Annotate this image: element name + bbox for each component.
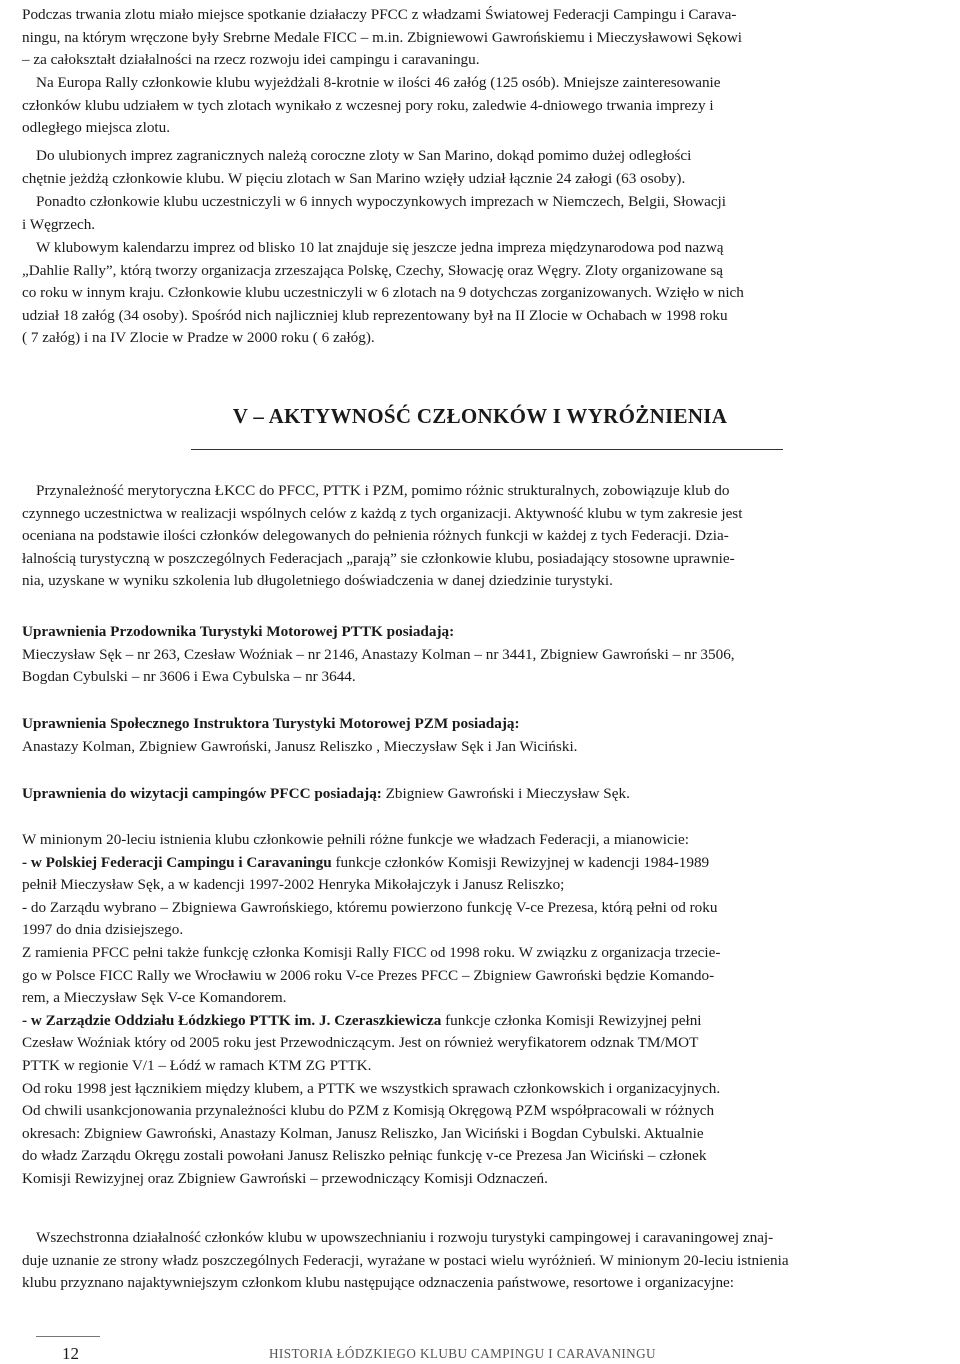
- wizytacja-block: [22, 783, 944, 806]
- text-line: rem, a Mieczysław Sęk V-ce Komandorem.: [22, 989, 287, 1007]
- text-line: – za całokształt działalności na rzecz rozwoju idei campingu i caravaningu.: [22, 51, 480, 69]
- text-fragment: funkcje członków Komisji Rewizyjnej w kadencji 1984-1989: [331, 853, 710, 871]
- text-line: okresach: Zbigniew Gawroński, Anastazy Kolman, Janusz Reliszko, Jan Wiciński i Bogdan Cybulski. Aktualnie: [22, 1124, 704, 1142]
- instruktor-block: [22, 713, 944, 758]
- text-line: Przynależność merytoryczna ŁKCC do PFCC, PTTK i PZM, pomimo różnic strukturalnych, zobowiązuje klub do: [36, 482, 730, 499]
- text-line: do władz Zarządu Okręgu zostali powołani Janusz Reliszko pełniąc funkcję v-ce Prezesa Jan Wiciński – członek: [22, 1147, 707, 1165]
- intro-paragraph-1: [22, 4, 944, 72]
- text-line: odległego miejsca zlotu.: [22, 119, 171, 137]
- przodownik-block: [22, 621, 944, 689]
- text-line: W minionym 20-leciu istnienia klubu członkowie pełnili różne funkcje we władzach Federacji, a mianowicie:: [22, 831, 689, 848]
- pttk-label: - w Zarządzie Oddziału Łódzkiego PTTK im. J. Czeraszkiewicza: [22, 1011, 442, 1029]
- text-line: co roku w innym kraju. Członkowie klubu uczestniczyli w 6 zlotach na 9 dotychczas zorganizowanych. Wzięło w nich: [22, 284, 744, 302]
- text-line: klubu przyznano najaktywniejszym członkom klubu następujące odznaczenia państwowe, resortowe i organizacyjne:: [22, 1274, 735, 1292]
- running-title: HISTORIA ŁÓDZKIEGO KLUBU CAMPINGU I CARAVANINGU: [269, 1346, 656, 1361]
- footer-divider: [36, 1336, 100, 1337]
- text-line: Czesław Woźniak który od 2005 roku jest Przewodniczącym. Jest on również weryfikatorem odznak TM/MOT: [22, 1034, 699, 1052]
- text-line: - do Zarządu wybrano – Zbigniewa Gawrońskiego, któremu powierzono funkcję V-ce Prezesa, którą pełni od roku: [22, 898, 718, 916]
- text-line: W klubowym kalendarzu imprez od blisko 10 lat znajduje się jeszcze jedna impreza międzynarodowa pod nazwą: [36, 239, 724, 256]
- text-line: Od chwili usankcjonowania przynależności klubu do PZM z Komisją Okręgową PZM współpracowali w różnych: [22, 1102, 715, 1120]
- section-paragraph-1: [22, 480, 944, 593]
- intro-paragraph-5: [22, 237, 944, 350]
- text-line: Mieczysław Sęk – nr 263, Czesław Woźniak – nr 2146, Anastazy Kolman – nr 3441, Zbigniew Gawroński – nr 3506,: [22, 645, 735, 663]
- text-line: nia, uzyskane w wyniku szkolenia lub długoletniego doświadczenia w danej dziedzinie turystyki.: [22, 572, 613, 590]
- text-line: Na Europa Rally członkowie klubu wyjeżdżali 8-krotnie w ilości 46 załóg (125 osób). Mniejsze zainteresowanie: [36, 74, 721, 91]
- intro-paragraph-3: [22, 145, 944, 190]
- text-line: czynnego uczestnictwa w realizacji wspólnych celów z każdą z tych organizacji. Aktywność klubu w tym zakresie jest: [22, 504, 743, 522]
- text-line: pełnił Mieczysław Sęk, a w kadencji 1997-2002 Henryka Mikołajczyk i Janusz Reliszko;: [22, 876, 565, 894]
- intro-paragraph-4: [22, 191, 944, 236]
- instruktor-heading: Uprawnienia Społecznego Instruktora Turystyki Motorowej PZM posiadają:: [22, 715, 520, 732]
- text-line: Od roku 1998 jest łącznikiem między klubem, a PTTK we wszystkich sprawach członkowskich i organizacyjnych.: [22, 1079, 721, 1097]
- text-line: Ponadto członkowie klubu uczestniczyli w 6 innych wypoczynkowych imprezach w Niemczech, Belgii, Słowacji: [36, 193, 726, 210]
- text-line: Anastazy Kolman, Zbigniew Gawroński, Janusz Reliszko , Mieczysław Sęk i Jan Wiciński.: [22, 737, 578, 755]
- text-line: 1997 do dnia dzisiejszego.: [22, 921, 184, 939]
- wizytacja-names: Zbigniew Gawroński i Mieczysław Sęk.: [381, 785, 630, 802]
- wizytacja-heading: Uprawnienia do wizytacji campingów PFCC posiadają:: [22, 785, 382, 802]
- text-line: ( 7 załóg) i na IV Zlocie w Pradze w 2000 roku ( 6 załóg).: [22, 329, 375, 347]
- functions-block: [22, 829, 944, 1191]
- przodownik-heading: Uprawnienia Przodownika Turystyki Motorowej PTTK posiadają:: [22, 623, 455, 640]
- text-line: go w Polsce FICC Rally we Wrocławiu w 2006 roku V-ce Prezes PFCC – Zbigniew Gawroński będzie Komando-: [22, 966, 715, 984]
- pfcc-label: - w Polskiej Federacji Campingu i Caravaningu: [22, 853, 332, 871]
- text-line: Bogdan Cybulski – nr 3606 i Ewa Cybulska – nr 3644.: [22, 668, 356, 686]
- text-line: Komisji Rewizyjnej oraz Zbigniew Gawroński – przewodniczący Komisji Odznaczeń.: [22, 1169, 548, 1187]
- text-line: chętnie jeżdżą członkowie klubu. W pięciu zlotach w San Marino wzięły udział łącznie 24 załogi (63 osoby).: [22, 169, 686, 187]
- text-fragment: funkcje członka Komisji Rewizyjnej pełni: [441, 1011, 702, 1029]
- text-line: Do ulubionych imprez zagranicznych należą coroczne zloty w San Marino, dokąd pomimo dużej odległości: [36, 147, 692, 164]
- page-number: 12: [62, 1344, 79, 1363]
- text-line: członków klubu udziałem w tych zlotach wynikało z wczesnej pory roku, zaledwie 4-dniowego trwania imprezy i: [22, 96, 714, 114]
- text-line: udział 18 załóg (34 osoby). Spośród nich najliczniej klub reprezentowany był na II Zlocie w Ochabach w 1998 roku: [22, 306, 728, 324]
- text-line: ningu, na którym wręczone były Srebrne Medale FICC – m.in. Zbigniewowi Gawrońskiemu i Mieczysławowi Sękowi: [22, 28, 743, 46]
- section-title: V – AKTYWNOŚĆ CZŁONKÓW I WYRÓŻNIENIA: [232, 404, 728, 428]
- text-line: Z ramienia PFCC pełni także funkcję członka Komisji Rally FICC od 1998 roku. W związku z organizacja trzecie-: [22, 943, 721, 961]
- text-line: PTTK w regionie V/1 – Łódź w ramach KTM ZG PTTK.: [22, 1056, 372, 1074]
- text-line: oceniana na podstawie ilości członków delegowanych do pełnienia różnych funkcji w każdej z tych Federacji. Dzia-: [22, 527, 729, 545]
- title-underline: [191, 449, 783, 450]
- text-line: duje uznanie ze strony władz poszczególnych Federacji, wyrażane w postaci wielu wyróżnień. W minionym 20-leciu istnienia: [22, 1251, 789, 1269]
- text-line: Wszechstronna działalność członków klubu w upowszechnianiu i rozwoju turystyki campingowej i caravaningowej znaj-: [36, 1229, 774, 1246]
- text-line: „Dahlie Rally”, którą tworzy organizacja zrzeszająca Polskę, Czechy, Słowację oraz Węgry. Zloty organizowane są: [22, 261, 723, 279]
- text-line: łalnością turystyczną w poszczególnych Federacjach „parają” sie członkowie klubu, posiadający stosowne uprawnie-: [22, 549, 735, 567]
- closing-paragraph: [22, 1227, 944, 1295]
- text-line: Podczas trwania zlotu miało miejsce spotkanie działaczy PFCC z władzami Światowej Federacji Campingu i Carava-: [22, 6, 737, 23]
- intro-paragraph-2: [22, 72, 944, 140]
- text-line: i Węgrzech.: [22, 215, 96, 233]
